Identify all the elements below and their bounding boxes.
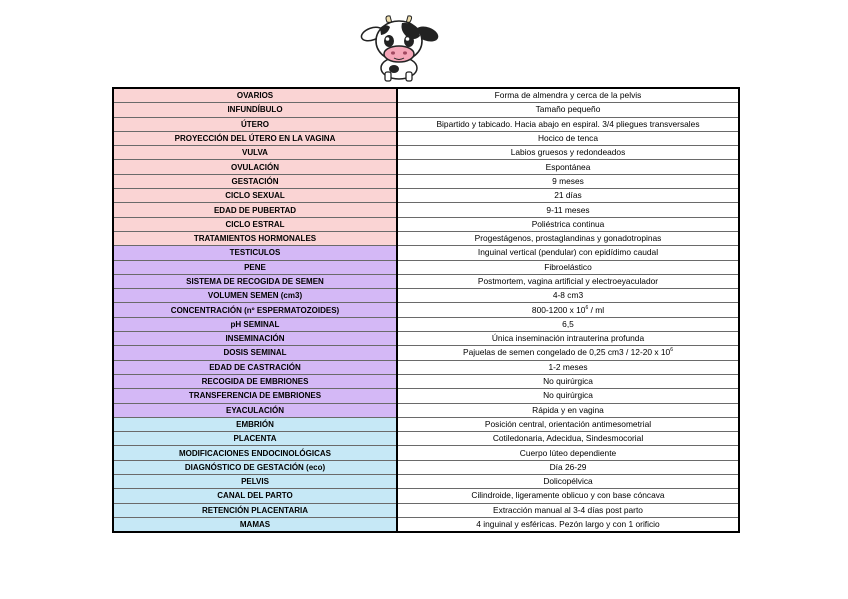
row-value: Extracción manual al 3-4 días post parto	[397, 503, 739, 517]
row-label: OVARIOS	[113, 88, 397, 103]
table-row	[113, 317, 739, 331]
table-row	[113, 303, 739, 317]
table-row	[113, 174, 739, 188]
table-row	[113, 289, 739, 303]
row-label: pH SEMINAL	[113, 317, 397, 331]
table-row	[113, 446, 739, 460]
table-row	[113, 417, 739, 431]
table-row	[113, 131, 739, 145]
table-row	[113, 360, 739, 374]
row-label: VULVA	[113, 146, 397, 160]
row-value: Bipartido y tabicado. Hacia abajo en espiral. 3/4 pliegues transversales	[397, 117, 739, 131]
row-label: CONCENTRACIÓN (nº ESPERMATOZOIDES)	[113, 303, 397, 317]
table-row	[113, 203, 739, 217]
table-row	[113, 103, 739, 117]
row-label: EMBRIÓN	[113, 417, 397, 431]
value-exponent: 6	[585, 304, 589, 311]
table-row	[113, 146, 739, 160]
row-value: Forma de almendra y cerca de la pelvis	[397, 88, 739, 103]
row-value: Inguinal vertical (pendular) con epidídimo caudal	[397, 246, 739, 260]
table-row	[113, 88, 739, 103]
row-label: INFUNDÍBULO	[113, 103, 397, 117]
table-row	[113, 389, 739, 403]
row-label: SISTEMA DE RECOGIDA DE SEMEN	[113, 274, 397, 288]
row-label: DOSIS SEMINAL	[113, 346, 397, 360]
row-label: INSEMINACIÓN	[113, 332, 397, 346]
row-label: EDAD DE CASTRACIÓN	[113, 360, 397, 374]
row-value: Única inseminación intrauterina profunda	[397, 332, 739, 346]
row-value: Hocico de tenca	[397, 131, 739, 145]
value-exponent: 6	[670, 347, 673, 354]
row-label: TRATAMIENTOS HORMONALES	[113, 231, 397, 245]
value-text: Pajuelas de semen congelado de 0,25 cm3 / 12-20 x 10	[463, 347, 671, 358]
row-value: No quirúrgica	[397, 374, 739, 388]
table-row	[113, 117, 739, 131]
row-value	[397, 346, 739, 360]
row-value: Dolicopélvica	[397, 475, 739, 489]
row-label: VOLUMEN SEMEN (cm3)	[113, 289, 397, 303]
value-text: 800-1200 x 10	[531, 304, 586, 315]
row-label: CICLO SEXUAL	[113, 189, 397, 203]
row-label: TRANSFERENCIA DE EMBRIONES	[113, 389, 397, 403]
table-row	[113, 260, 739, 274]
row-value: Labios gruesos y redondeados	[397, 146, 739, 160]
row-value: Progestágenos, prostaglandinas y gonadotropinas	[397, 231, 739, 245]
row-value: 21 días	[397, 189, 739, 203]
row-label: PROYECCIÓN DEL ÚTERO EN LA VAGINA	[113, 131, 397, 145]
row-value: Espontánea	[397, 160, 739, 174]
row-value: 9 meses	[397, 174, 739, 188]
row-value: Tamaño pequeño	[397, 103, 739, 117]
row-value: No quirúrgica	[397, 389, 739, 403]
row-label: ÚTERO	[113, 117, 397, 131]
row-label: DIAGNÓSTICO DE GESTACIÓN (eco)	[113, 460, 397, 474]
row-label: CICLO ESTRAL	[113, 217, 397, 231]
row-label: GESTACIÓN	[113, 174, 397, 188]
row-label: MAMAS	[113, 517, 397, 532]
row-value: Cuerpo lúteo dependiente	[397, 446, 739, 460]
table-row	[113, 503, 739, 517]
table-row	[113, 246, 739, 260]
row-label: OVULACIÓN	[113, 160, 397, 174]
table-row	[113, 432, 739, 446]
value-suffix: / ml	[588, 304, 605, 315]
row-label: PLACENTA	[113, 432, 397, 446]
row-value: Cotiledonaria, Adecidua, Sindesmocorial	[397, 432, 739, 446]
table-row	[113, 332, 739, 346]
table-row	[113, 160, 739, 174]
table-row	[113, 274, 739, 288]
row-label: RECOGIDA DE EMBRIONES	[113, 374, 397, 388]
row-label: RETENCIÓN PLACENTARIA	[113, 503, 397, 517]
table-row	[113, 460, 739, 474]
table-row	[113, 346, 739, 360]
row-label: EDAD DE PUBERTAD	[113, 203, 397, 217]
row-value: 4 inguinal y esféricas. Pezón largo y con 1 orificio	[397, 517, 739, 532]
table-row	[113, 489, 739, 503]
row-value: 4-8 cm3	[397, 289, 739, 303]
row-label: PELVIS	[113, 475, 397, 489]
row-label: MODIFICACIONES ENDOCINOLÓGICAS	[113, 446, 397, 460]
row-value: Cilindroide, ligeramente oblicuo y con base cóncava	[397, 489, 739, 503]
row-label: PENE	[113, 260, 397, 274]
table-row	[113, 374, 739, 388]
table-row	[113, 189, 739, 203]
row-label: EYACULACIÓN	[113, 403, 397, 417]
row-value: Rápida y en vagina	[397, 403, 739, 417]
row-value: Día 26-29	[397, 460, 739, 474]
row-label: TESTICULOS	[113, 246, 397, 260]
row-value: 6,5	[397, 317, 739, 331]
row-value: Posición central, orientación antimesometrial	[397, 417, 739, 431]
table-row	[113, 475, 739, 489]
row-label: CANAL DEL PARTO	[113, 489, 397, 503]
cow-icon	[354, 14, 444, 82]
table-row	[113, 403, 739, 417]
row-value: Poliéstrica continua	[397, 217, 739, 231]
row-value	[397, 303, 739, 317]
row-value: Fibroelástico	[397, 260, 739, 274]
table-row	[113, 217, 739, 231]
row-value: 1-2 meses	[397, 360, 739, 374]
table-row	[113, 231, 739, 245]
reproduction-table	[112, 87, 740, 533]
row-value: 9-11 meses	[397, 203, 739, 217]
table-row	[113, 517, 739, 532]
row-value: Postmortem, vagina artificial y electroeyaculador	[397, 274, 739, 288]
